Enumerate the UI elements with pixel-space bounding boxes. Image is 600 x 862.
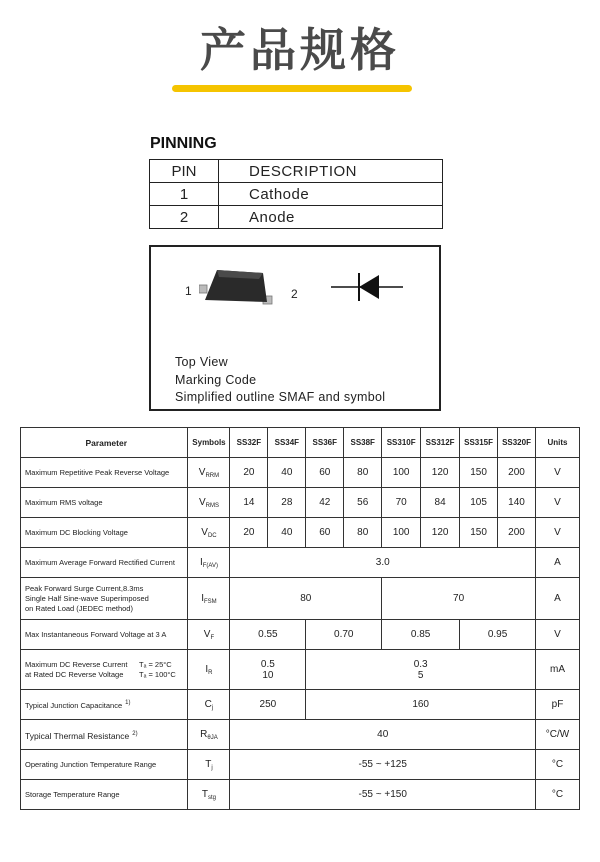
value-cell: 105 (460, 488, 498, 518)
value-cell: -55 ~ +125 (230, 750, 536, 780)
model-header: SS34F (268, 428, 306, 458)
symbol-main: V (201, 526, 208, 538)
unit-cell: V (536, 488, 580, 518)
unit-cell: V (536, 620, 580, 650)
unit-cell: V (536, 458, 580, 488)
symbol-cell (188, 548, 230, 578)
value-cell: 42 (306, 488, 344, 518)
param-line: on Rated Load (JEDEC method) (25, 603, 133, 613)
value-cell: 3.0 (230, 548, 536, 578)
value-cell: 70 (382, 488, 421, 518)
param-label (21, 650, 188, 690)
caption-marking-code: Marking Code (175, 373, 257, 387)
caption-outline: Simplified outline SMAF and symbol (175, 390, 386, 404)
symbol-main: V (198, 496, 206, 508)
param-label (21, 578, 188, 620)
package-outline-box (149, 245, 441, 411)
value-cell: 56 (344, 488, 382, 518)
value-cell: 20 (230, 518, 268, 548)
model-header: SS38F (344, 428, 382, 458)
unit-cell: pF (536, 690, 580, 720)
symbol-sub: stg (208, 794, 217, 801)
value-cell: 150 (460, 458, 498, 488)
value-cell: 60 (306, 458, 344, 488)
pinning-heading: PINNING (150, 135, 217, 152)
footnote-marker: 1) (125, 700, 131, 706)
unit-cell: A (536, 548, 580, 578)
table-row (21, 620, 580, 650)
param-line (25, 670, 187, 680)
symbol-sub: R (208, 669, 213, 676)
value-25c: 0.5 (260, 658, 275, 670)
param-text: Typical Thermal Resistance (25, 730, 130, 741)
table-row (21, 720, 580, 750)
units-header: Units (536, 428, 580, 458)
symbol-sub: RRM (205, 472, 220, 479)
value-cell: 40 (268, 458, 306, 488)
param-text: Typical Junction Capacitance (25, 701, 123, 710)
symbol-cell (188, 620, 230, 650)
table-row (21, 488, 580, 518)
value-cell: 20 (230, 458, 268, 488)
param-text: Maximum DC Reverse Current (25, 659, 128, 669)
param-label: Storage Temperature Range (21, 780, 188, 810)
unit-cell: A (536, 578, 580, 620)
value-cell: 120 (421, 518, 460, 548)
value-cell: 80 (344, 458, 382, 488)
param-line: Single Half Sine-wave Superimposed (25, 593, 149, 603)
value-100c: 5 (417, 669, 424, 681)
caption-top-view: Top View (175, 355, 228, 369)
value-cell: 150 (460, 518, 498, 548)
value-cell: 84 (421, 488, 460, 518)
unit-cell: °C (536, 780, 580, 810)
symbol-main: I (201, 592, 205, 604)
table-row (150, 183, 443, 206)
symbol-cell (188, 780, 230, 810)
pin1-label: 1 (185, 284, 192, 298)
page-title: 产品规格 (200, 23, 400, 77)
symbol-sub: j (211, 704, 214, 711)
symbol-main: T (205, 758, 212, 770)
param-label (21, 690, 188, 720)
symbol-sub: FSM (204, 598, 217, 605)
value-100c: 10 (262, 669, 274, 681)
value-cell: 0.95 (460, 620, 536, 650)
table-row (150, 206, 443, 229)
symbol-main: V (198, 466, 206, 478)
pin-description: Cathode (219, 183, 443, 206)
value-cell: 40 (230, 720, 536, 750)
value-cell: 60 (306, 518, 344, 548)
param-label: Maximum DC Blocking Voltage (21, 518, 188, 548)
pin-number: 2 (150, 206, 219, 229)
value-cell: -55 ~ +150 (230, 780, 536, 810)
symbol-main: V (203, 628, 211, 640)
spec-table (20, 427, 580, 810)
symbol-main: I (205, 663, 209, 675)
unit-cell: °C/W (536, 720, 580, 750)
unit-cell: mA (536, 650, 580, 690)
param-text: at Rated DC Reverse Voltage (25, 669, 124, 679)
value-cell: 70 (382, 578, 536, 620)
value-cell: 40 (268, 518, 306, 548)
value-cell: 200 (498, 518, 536, 548)
condition-text: Tₐ = 100°C (139, 669, 176, 679)
pin-col-header: PIN (150, 160, 219, 183)
param-label (21, 720, 188, 750)
symbol-cell (188, 518, 230, 548)
pin-number: 1 (150, 183, 219, 206)
symbol-sub: F (210, 634, 215, 641)
table-row (21, 690, 580, 720)
parameter-header: Parameter (21, 428, 188, 458)
value-cell: 80 (344, 518, 382, 548)
value-25c: 0.3 (413, 658, 428, 670)
smaf-package-icon (199, 267, 275, 311)
pinning-header-row (150, 160, 443, 183)
table-row (21, 548, 580, 578)
table-row (21, 518, 580, 548)
value-cell: 140 (498, 488, 536, 518)
symbol-sub: DC (207, 532, 217, 539)
param-label: Operating Junction Temperature Range (21, 750, 188, 780)
symbol-main: R (200, 728, 208, 740)
model-header: SS32F (230, 428, 268, 458)
symbol-cell (188, 488, 230, 518)
value-cell: 160 (306, 690, 536, 720)
param-label: Maximum Average Forward Rectified Current (21, 548, 188, 578)
unit-cell: V (536, 518, 580, 548)
value-cell: 0.70 (306, 620, 382, 650)
value-cell: 100 (382, 518, 421, 548)
symbol-cell (188, 750, 230, 780)
value-cell (230, 650, 306, 690)
symbol-cell (188, 720, 230, 750)
value-cell: 120 (421, 458, 460, 488)
model-header: SS312F (421, 428, 460, 458)
symbols-header: Symbols (188, 428, 230, 458)
value-cell: 28 (268, 488, 306, 518)
value-cell: 200 (498, 458, 536, 488)
pin2-label: 2 (291, 287, 298, 301)
condition-text: Tₐ = 25°C (139, 659, 172, 669)
symbol-cell (188, 650, 230, 690)
value-cell (306, 650, 536, 690)
symbol-cell (188, 690, 230, 720)
spec-header-row (21, 428, 580, 458)
pin-description: Anode (219, 206, 443, 229)
symbol-main: C (204, 698, 212, 710)
diode-symbol-icon (327, 269, 407, 305)
symbol-sub: θJA (207, 734, 218, 741)
symbol-sub: F(AV) (202, 562, 218, 569)
pinning-table (149, 159, 443, 229)
table-row (21, 458, 580, 488)
footnote-marker: 2) (132, 730, 138, 737)
table-row (21, 750, 580, 780)
symbol-main: I (199, 556, 203, 568)
value-cell: 14 (230, 488, 268, 518)
table-row (21, 780, 580, 810)
symbol-sub: j (211, 764, 213, 771)
param-label: Maximum RMS voltage (21, 488, 188, 518)
param-label: Maximum Repetitive Peak Reverse Voltage (21, 458, 188, 488)
title-underline (172, 85, 412, 92)
symbol-main: T (201, 788, 208, 800)
table-row (21, 578, 580, 620)
value-cell: 0.85 (382, 620, 460, 650)
param-label: Max Instantaneous Forward Voltage at 3 A (21, 620, 188, 650)
symbol-cell (188, 458, 230, 488)
unit-cell: °C (536, 750, 580, 780)
description-col-header: DESCRIPTION (219, 160, 443, 183)
value-cell: 100 (382, 458, 421, 488)
value-cell: 80 (230, 578, 382, 620)
param-line: Peak Forward Surge Current,8.3ms (25, 583, 144, 593)
model-header: SS36F (306, 428, 344, 458)
model-header: SS315F (460, 428, 498, 458)
table-row (21, 650, 580, 690)
model-header: SS310F (382, 428, 421, 458)
value-cell: 0.55 (230, 620, 306, 650)
model-header: SS320F (498, 428, 536, 458)
value-cell: 250 (230, 690, 306, 720)
symbol-sub: RMS (205, 502, 219, 509)
param-line (25, 660, 187, 670)
symbol-cell (188, 578, 230, 620)
